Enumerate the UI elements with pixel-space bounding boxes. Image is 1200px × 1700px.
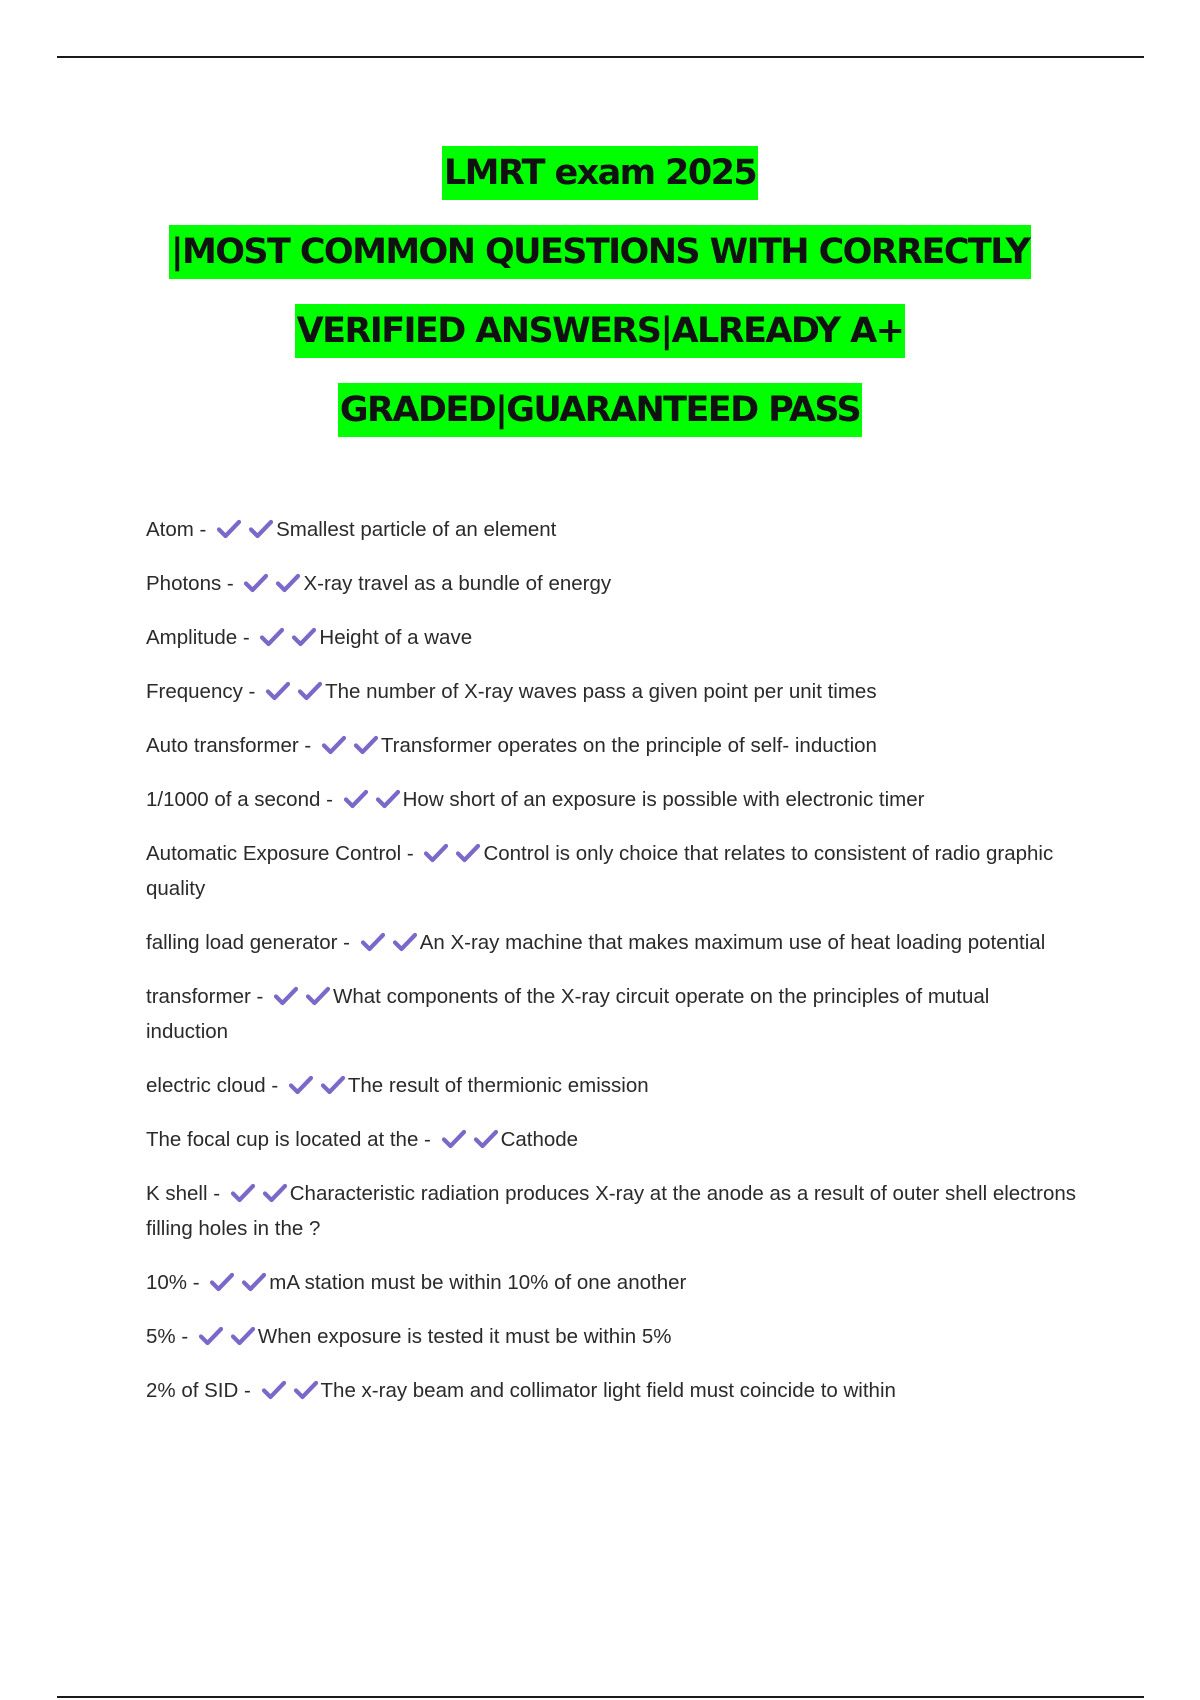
list-item (146, 782, 1076, 817)
item-answer: mA station must be within 10% of one another (269, 1271, 687, 1294)
list-item (146, 728, 1076, 763)
check-mark-icon (424, 843, 448, 863)
check-mark-icon (321, 1075, 345, 1095)
title-line (0, 146, 1200, 225)
item-term: Photons (146, 572, 222, 595)
check-mark-icon (276, 573, 300, 593)
check-mark-icon (231, 1183, 255, 1203)
check-mark-icon (294, 1380, 318, 1400)
item-term: Auto transformer (146, 734, 299, 757)
item-term: K shell (146, 1182, 208, 1205)
item-separator: - (207, 1182, 226, 1205)
check-mark-icon (354, 735, 378, 755)
item-answer: X-ray travel as a bundle of energy (303, 572, 612, 595)
check-mark-icon (393, 932, 417, 952)
item-separator: - (401, 842, 420, 865)
item-answer: Control is only choice that relates to consistent of radio graphic quality (146, 842, 1054, 900)
check-mark-icon (249, 519, 273, 539)
check-mark-icon (263, 1183, 287, 1203)
title-line-text: GRADED|GUARANTEED PASS (338, 383, 862, 437)
item-separator: - (418, 1128, 437, 1151)
check-mark-icon (442, 1129, 466, 1149)
check-mark-icon (199, 1326, 223, 1346)
check-mark-icon (376, 789, 400, 809)
check-mark-icon (262, 1380, 286, 1400)
item-answer: The result of thermionic emission (347, 1074, 649, 1097)
document-title (0, 146, 1200, 462)
list-item (146, 979, 1076, 1049)
item-term: Amplitude (146, 626, 238, 649)
list-item (146, 1373, 1076, 1408)
list-item (146, 620, 1076, 655)
list-item (146, 566, 1076, 601)
list-item (146, 925, 1076, 960)
check-mark-icon (289, 1075, 313, 1095)
title-line (0, 383, 1200, 462)
title-line (0, 304, 1200, 383)
item-answer: Transformer operates on the principle of self- induction (380, 734, 877, 757)
list-item (146, 1122, 1076, 1157)
check-mark-icon (210, 1272, 234, 1292)
item-term: 1/1000 of a second (146, 788, 321, 811)
check-mark-icon (292, 627, 316, 647)
check-mark-icon (266, 681, 290, 701)
item-term: transformer (146, 985, 251, 1008)
item-answer: Height of a wave (319, 626, 473, 649)
item-separator: - (237, 626, 256, 649)
item-separator: - (175, 1325, 194, 1348)
item-term: 2% of SID (146, 1379, 239, 1402)
item-term: electric cloud (146, 1074, 266, 1097)
check-mark-icon (260, 627, 284, 647)
item-answer: Cathode (500, 1128, 579, 1151)
item-term: 5% (146, 1325, 176, 1348)
list-item (146, 1176, 1076, 1246)
item-separator: - (187, 1271, 206, 1294)
item-separator: - (298, 734, 317, 757)
item-separator: - (193, 518, 213, 541)
item-answer: The number of X-ray waves pass a given point per unit times (325, 680, 877, 703)
bottom-rule (57, 1696, 1144, 1698)
item-term: The focal cup is located at the (146, 1128, 419, 1151)
item-separator: - (242, 680, 262, 703)
title-line (0, 225, 1200, 304)
item-separator: - (221, 572, 240, 595)
check-mark-icon (274, 986, 298, 1006)
question-answer-list (146, 512, 1076, 1427)
check-mark-icon (456, 843, 480, 863)
item-answer: The x-ray beam and collimator light field must coincide to within (320, 1379, 896, 1402)
check-mark-icon (361, 932, 385, 952)
list-item (146, 1265, 1076, 1300)
check-mark-icon (344, 789, 368, 809)
list-item (146, 836, 1076, 906)
item-term: Atom (146, 518, 194, 541)
item-answer: When exposure is tested it must be within 5% (257, 1325, 672, 1348)
check-mark-icon (322, 735, 346, 755)
item-separator: - (337, 931, 356, 954)
title-line-text: LMRT exam 2025 (442, 146, 758, 200)
check-mark-icon (298, 681, 322, 701)
item-separator: - (320, 788, 339, 811)
check-mark-icon (217, 519, 241, 539)
item-answer: Characteristic radiation produces X-ray at the anode as a result of outer shell electrons filling holes in the ? (146, 1182, 1076, 1240)
item-answer: What components of the X-ray circuit operate on the principles of mutual induction (146, 985, 990, 1043)
top-rule (57, 56, 1144, 58)
check-mark-icon (474, 1129, 498, 1149)
item-term: Automatic Exposure Control (146, 842, 402, 865)
check-mark-icon (244, 573, 268, 593)
item-answer: How short of an exposure is possible with electronic timer (402, 788, 925, 811)
item-answer: Smallest particle of an element (276, 518, 557, 541)
title-line-text: VERIFIED ANSWERS|ALREADY A+ (295, 304, 906, 358)
list-item (146, 512, 1076, 547)
title-line-text: |MOST COMMON QUESTIONS WITH CORRECTLY (169, 225, 1031, 279)
item-term: Frequency (146, 680, 243, 703)
item-separator: - (265, 1074, 284, 1097)
list-item (146, 1319, 1076, 1354)
check-mark-icon (231, 1326, 255, 1346)
item-separator: - (238, 1379, 257, 1402)
item-separator: - (250, 985, 270, 1008)
list-item (146, 1068, 1076, 1103)
item-term: 10% (146, 1271, 188, 1294)
item-term: falling load generator (146, 931, 338, 954)
list-item (146, 674, 1076, 709)
check-mark-icon (306, 986, 330, 1006)
check-mark-icon (242, 1272, 266, 1292)
item-answer: An X-ray machine that makes maximum use of heat loading potential (419, 931, 1046, 954)
